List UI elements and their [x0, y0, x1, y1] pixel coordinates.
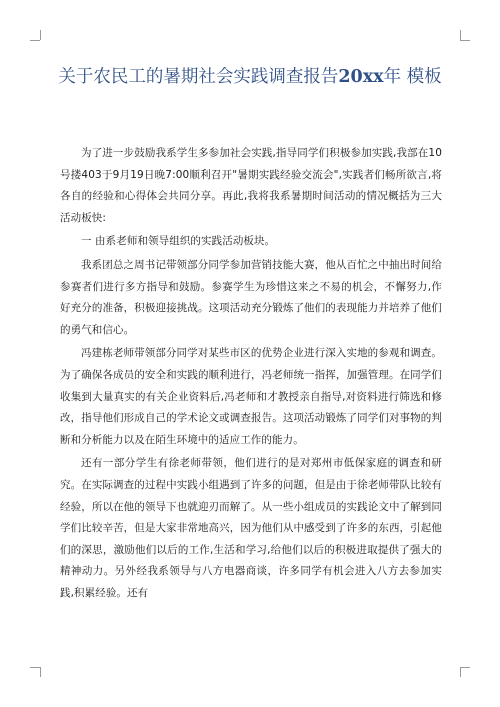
paragraph-enterprise-visit: 冯建栋老师带领部分同学对某些市区的优势企业进行深入实地的参观和调查。为了确保各成员的安全和实践的顺利进行，冯老师统一指挥，加强管理。在同学们收集到大量真实的有关企业资料后,冯老师和才教授亲自指导,对资料进行筛选和修改，指导他们形成自己的学术论文或调查报告。这项活动锻炼了同学们对事物的判断和分析能力以及在陌生环境中的适应工作的能力。 — [60, 347, 442, 446]
crop-mark-bottom-left-h — [30, 667, 40, 668]
paragraph-sales-contest: 我系团总之周书记带领部分同学参加营销技能大赛，他从百忙之中抽出时间给参赛者们进行多方指导和鼓励。参赛学生为珍惜这来之不易的机会，不懈努力,作好充分的准备，积极迎接挑战。这项活动充分锻炼了他们的表现能力并培养了他们的勇气和信心。 — [60, 258, 442, 336]
title-text-en: 20xx — [338, 67, 384, 87]
crop-mark-top-left-h — [30, 40, 40, 41]
crop-mark-bottom-left-v — [40, 667, 41, 677]
paragraph-intro: 为了进一步鼓励我系学生多参加社会实践,指导同学们积极参加实践,我部在10号搂403于9月19日晚7:00顺利召开"暑期实践经验交流会",实践者们畅所欲言,将各自的经验和心得体会共同分享。再此,我将我系暑期时间活动的情况概括为三大活动板快: — [60, 147, 442, 224]
title-text-cn-1: 关于农民工的暑期社会实践调查报告 — [58, 67, 339, 87]
crop-mark-bottom-right-v — [460, 667, 461, 677]
crop-mark-top-left-v — [40, 30, 41, 40]
crop-mark-top-right-h — [460, 40, 470, 41]
document-body — [60, 143, 442, 604]
crop-mark-bottom-right-h — [460, 667, 470, 668]
paragraph-low-income-survey: 还有一部分学生有徐老师带领，他们进行的是对郑州市低保家庭的调查和研究。在实际调查的过程中实践小组遇到了许多的问题，但是由于徐老师带队比较有经验，所以在他的领导下也就迎刃而解了。从一些小组成员的实践论文中了解到同学们比较辛苦，但是大家非常地高兴，因为他们从中感受到了许多的东西，引起他们的深思，激励他们以后的工作,生活和学习,给他们以后的积极进取提供了强大的精神动力。另外经我系领导与八方电器商谈，许多同学有机会进入八方去参加实践,积累经验。还有 — [60, 457, 442, 599]
crop-mark-top-right-v — [460, 30, 461, 40]
title-text-cn-2: 年 模板 — [383, 67, 442, 87]
document-title — [40, 64, 460, 91]
paragraph-section-heading: 一 由系老师和领导组织的实践活动板块。 — [81, 235, 276, 248]
